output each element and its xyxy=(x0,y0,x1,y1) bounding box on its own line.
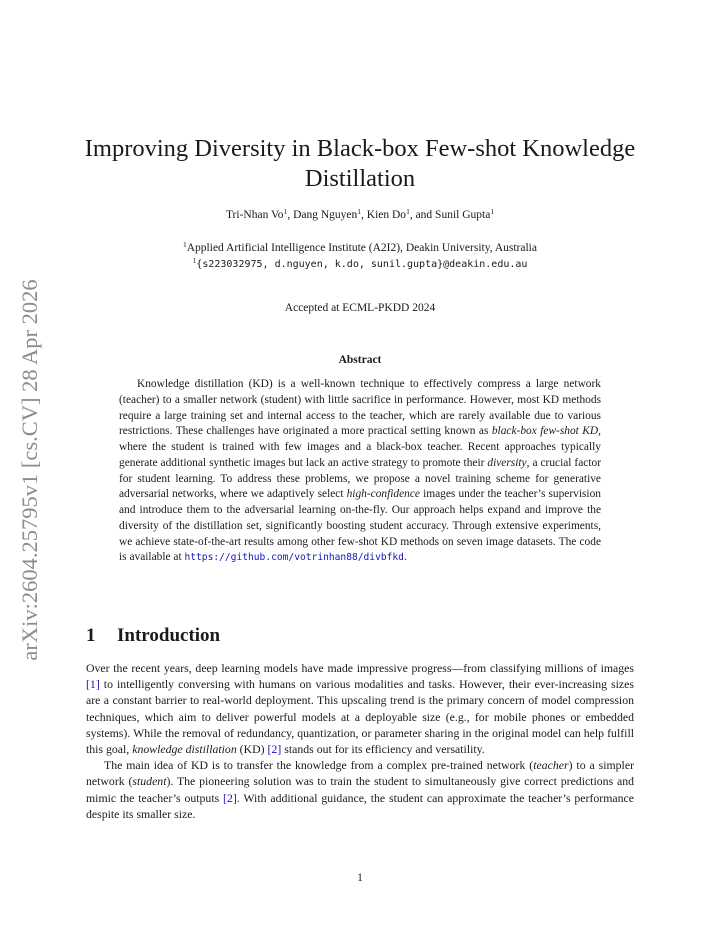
affiliation-mark: 1 xyxy=(183,240,187,249)
citation-link[interactable]: [1] xyxy=(86,677,100,692)
email-mark: 1 xyxy=(192,256,197,265)
affiliation-block xyxy=(80,240,640,273)
abstract-emphasis: diversity xyxy=(487,456,527,469)
abstract-emphasis: black-box few-shot KD xyxy=(491,425,599,438)
author-name: Sunil Gupta xyxy=(435,209,491,221)
text-run: The main idea of KD is to transfer the knowledge from a complex pre-trained network ( xyxy=(104,758,534,773)
emphasis: student xyxy=(132,774,167,789)
abstract-text xyxy=(119,377,601,566)
citation-link[interactable]: [2] xyxy=(223,790,237,805)
author-affiliation-mark: 1 xyxy=(283,207,288,216)
emphasis: teacher xyxy=(533,758,569,773)
section-number: 1 xyxy=(86,625,96,646)
emphasis: knowledge distillation xyxy=(132,742,237,757)
acceptance-note: Accepted at ECML-PKDD 2024 xyxy=(284,302,436,314)
paper-title: Improving Diversity in Black-box Few-shot Knowledge Distillation xyxy=(84,135,636,192)
text-run: stands out for its efficiency and versatility. xyxy=(281,742,485,757)
author-affiliation-mark: 1 xyxy=(490,207,495,216)
paragraph xyxy=(86,757,634,822)
text-run: to intelligently conversing with humans on various modalities and tasks. However, their ever-increasing sizes are a constant barrier to real-world deployment. This upscaling trend is the primary concern of model compression techniques, which aim to deliver powerful models at a deployable size (e.g., for mobile phones or embedded systems). While the removal of redundancy, quantization, or parameter sharing in the original model can help fulfill this goal, xyxy=(86,677,634,757)
page-number: 1 xyxy=(357,872,363,884)
abstract-segment: . xyxy=(403,551,407,564)
text-run: ). The pioneering solution was to train the student to simultaneously give correct predictions and mimic the teacher’s outputs xyxy=(86,774,635,805)
text-run: (KD) xyxy=(236,742,268,757)
abstract-heading: Abstract xyxy=(338,354,382,366)
arxiv-identifier: arXiv:2604.25795v1 [cs.CV] 28 Apr 2026 xyxy=(17,279,42,661)
abstract-segment: images under the teacher’s supervision and introduce them to the adversarial learning on-the-fly. Our approach helps expand and improve the diversity of the distillation set, significantly boosting student accuracy. Through extensive experiments, we achieve state-of-the-art results among other few-shot KD methods on seven image datasets. The code is available at xyxy=(119,488,601,564)
author-name: Dang Nguyen xyxy=(293,209,358,221)
text-run: . With additional guidance, the student can approximate the teacher’s performance despite its smaller size. xyxy=(86,790,634,821)
text-run: Over the recent years, deep learning models have made impressive progress—from classifying millions of images xyxy=(86,661,634,675)
author-name: Tri-Nhan Vo xyxy=(225,209,284,221)
author-name: Kien Do xyxy=(366,209,407,221)
arxiv-sidebar xyxy=(10,260,50,680)
author-affiliation-mark: 1 xyxy=(357,207,362,216)
abstract-segment: , where the student is trained with few images and a black-box teacher. Recent approaches typically generate additional synthetic images but lack an active strategy to promote their xyxy=(119,425,601,469)
abstract-segment: , a crucial factor for student learning. To address these problems, we propose a novel training scheme for generative adversarial networks, where we adaptively select xyxy=(119,456,601,501)
affiliation: Applied Artificial Intelligence Institute (A2I2), Deakin University, Australia xyxy=(186,242,537,254)
abstract-segment: Knowledge distillation (KD) is a well-known technique to effectively compress a large network (teacher) to a smaller network (student) with little sacrifice in performance. However, most KD methods require a large training set and internal access to the teacher, which are rarely available due to various restrictions. These challenges have originated a more practical setting known as xyxy=(119,378,601,438)
text-run: ) to a simpler network ( xyxy=(86,758,635,789)
section-title: Introduction xyxy=(117,625,221,646)
author-affiliation-mark: 1 xyxy=(406,207,410,216)
introduction-body xyxy=(86,660,634,822)
code-repository-link[interactable]: https://github.com/votrinhan88/divbfkd xyxy=(184,552,404,564)
author-emails: {s223032975, d.nguyen, k.do, sunil.gupta}@deakin.edu.au xyxy=(196,259,528,270)
abstract-emphasis: high-confidence xyxy=(346,488,420,501)
author-list: Tri-Nhan Vo$^1$, Dang Nguyen$^1$, Kien Do$^1$, and Sunil Gupta$^1$ xyxy=(225,207,495,221)
citation-link[interactable]: [2] xyxy=(267,742,282,757)
section-heading xyxy=(86,625,220,647)
paragraph xyxy=(86,660,634,757)
